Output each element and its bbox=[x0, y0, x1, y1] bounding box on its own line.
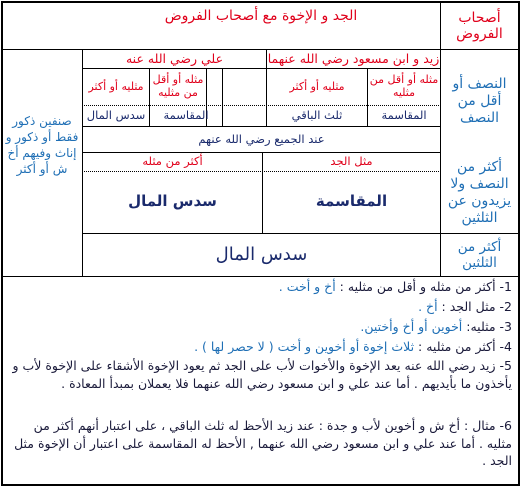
row-label-more-than-two-thirds: أكثر من الثلثين bbox=[457, 239, 502, 271]
ali-condition-mithl: مثله أو أقل من مثليه bbox=[152, 73, 204, 99]
row2-value-sudus: سدس المال bbox=[128, 192, 217, 211]
note-2 bbox=[6, 298, 512, 316]
note-value: ثلاث إخوة أو أخوين و أخت ( لا حصر لها ) . bbox=[194, 339, 415, 354]
note-3 bbox=[6, 318, 512, 336]
table-title: الجد و الإخوة مع أصحاب الفروض bbox=[164, 7, 358, 24]
note-value: أخ ش و أخوين لأب و جدة : عند زيد الأحظ له ثلث الباقي ، على اعتبار أنهم أكثر من مثليه . أما عند علي و ابن مسعود رضي الله عنهما , الأحظ له المقاسمة على اعتبار أن الإخوة مثل الجد . bbox=[14, 418, 512, 468]
note-prefix: 4- أكثر من مثليه : bbox=[414, 339, 512, 354]
note-prefix: 6- مثال : bbox=[460, 418, 512, 433]
ali-value-sudus: سدس المال bbox=[86, 108, 146, 123]
note-value: أخوين أو أخ وأختين. bbox=[360, 319, 463, 334]
row-label-half: النصف أو أقل من النصف bbox=[452, 75, 507, 126]
note-value: أخ و أخت . bbox=[278, 279, 336, 294]
condition-mithl-aqal: مثله أو أقل من مثليه bbox=[369, 73, 439, 99]
note-5 bbox=[6, 357, 512, 392]
note-1 bbox=[6, 278, 512, 296]
header-corner-label: أصحاب الفروض bbox=[456, 9, 503, 42]
condition-akthar-min-mithlih: أكثر من مثله bbox=[142, 154, 203, 169]
row-label-more-than-half: أكثر من النصف ولا يزيدون عن الثلثين bbox=[447, 159, 512, 226]
value-muqasama: المقاسمة bbox=[381, 108, 427, 123]
all-scholars-note: عند الجميع رضي الله عنهم bbox=[198, 131, 325, 146]
ali-value-muqasama: المقاسمة bbox=[163, 108, 209, 123]
note-prefix: 1- أكثر من مثله و أقل من مثليه : bbox=[335, 279, 512, 294]
note-value: أخ . bbox=[418, 299, 438, 314]
note-prefix: 3- مثليه: bbox=[462, 319, 512, 334]
zaid-ibn-masud-heading: زيد و ابن مسعود رضي الله عنهما bbox=[267, 50, 440, 66]
condition-mithlayh-akthar: مثليه أو أكثر bbox=[289, 79, 345, 93]
note-prefix: 2- مثل الجد : bbox=[437, 299, 512, 314]
row3-value-sudus: سدس المال bbox=[215, 243, 308, 265]
note-prefix: 5- زيد رضي الله عنه يعد الإخوة والأخوات لأب على الجد ثم يعود الإخوة الأشقاء على الإخوة لأب و يأخذون ما بأيديهم . أما عند علي و ابن مسعود رضي الله عنهما فلا يعملان بمبدأ المعادة . bbox=[12, 358, 512, 391]
ali-condition-mithlayh: مثليه أو أكثر bbox=[88, 79, 144, 93]
value-thuluth-albaqi: ثلث الباقي bbox=[291, 108, 343, 123]
condition-mithl-aljadd: مثل الجد bbox=[330, 154, 373, 169]
note-4 bbox=[6, 338, 512, 356]
ali-heading: علي رضي الله عنه bbox=[125, 50, 224, 66]
row2-value-muqasama: المقاسمة bbox=[315, 192, 388, 211]
heir-types-label: صنفين ذكور فقط أو ذكور و إناث وفيهم أخ ش أو أكثر bbox=[5, 114, 79, 176]
note-6 bbox=[6, 417, 512, 470]
